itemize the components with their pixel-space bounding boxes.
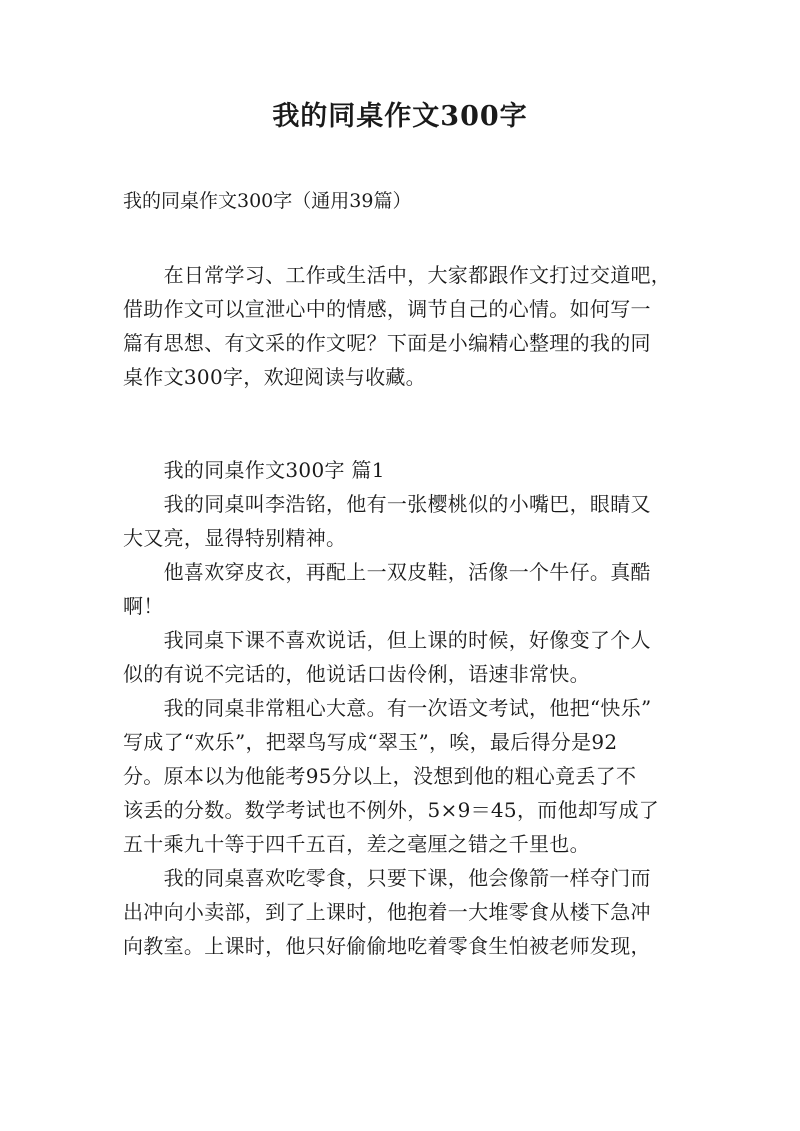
article-line: 似的有说不完话的，他说话口齿伶俐，语速非常快。 [123, 662, 590, 686]
article-line: 出冲向小卖部，到了上课时，他抱着一大堆零食从楼下急冲 [123, 900, 651, 924]
section-heading: 我的同桌作文300字 篇1 [123, 458, 385, 482]
article-line: 我的同桌喜欢吃零食，只要下课，他会像箭一样夺门而 [123, 866, 651, 890]
document-title: 我的同桌作文300字 [272, 101, 528, 132]
article-line: 啊！ [123, 594, 164, 618]
article-line: 我的同桌叫李浩铭，他有一张樱桃似的小嘴巴，眼睛又 [123, 492, 651, 516]
article-line: 我同桌下课不喜欢说话，但上课的时候，好像变了个人 [123, 628, 651, 652]
article-line: 向教室。上课时，他只好偷偷地吃着零食生怕被老师发现， [123, 934, 651, 958]
article-section [123, 453, 679, 963]
article-line: 五十乘九十等于四千五百，差之毫厘之错之千里也。 [123, 832, 590, 856]
article-line: 写成了“欢乐”，把翠鸟写成“翠玉”，唉，最后得分是92 [123, 730, 618, 754]
intro-line: 篇有思想、有文采的作文呢？下面是小编精心整理的我的同 [123, 331, 651, 355]
article-line: 大又亮，显得特别精神。 [123, 526, 347, 550]
intro-line: 借助作文可以宣泄心中的情感，调节自己的心情。如何写一 [123, 297, 651, 321]
intro-line: 桌作文300字，欢迎阅读与收藏。 [123, 365, 426, 389]
intro-line: 在日常学习、工作或生活中，大家都跟作文打过交道吧， [123, 263, 672, 287]
article-line: 他喜欢穿皮衣，再配上一双皮鞋，活像一个牛仔。真酷 [123, 560, 651, 584]
article-line: 该丢的分数。数学考试也不例外，5×9＝45，而他却写成了 [123, 798, 660, 822]
article-line: 分。原本以为他能考95分以上，没想到他的粗心竟丢了不 [123, 764, 637, 788]
intro-paragraph [123, 258, 679, 394]
article-line: 我的同桌非常粗心大意。有一次语文考试，他把“快乐” [123, 696, 652, 720]
document-subtitle: 我的同桌作文300字（通用39篇） [123, 190, 412, 212]
